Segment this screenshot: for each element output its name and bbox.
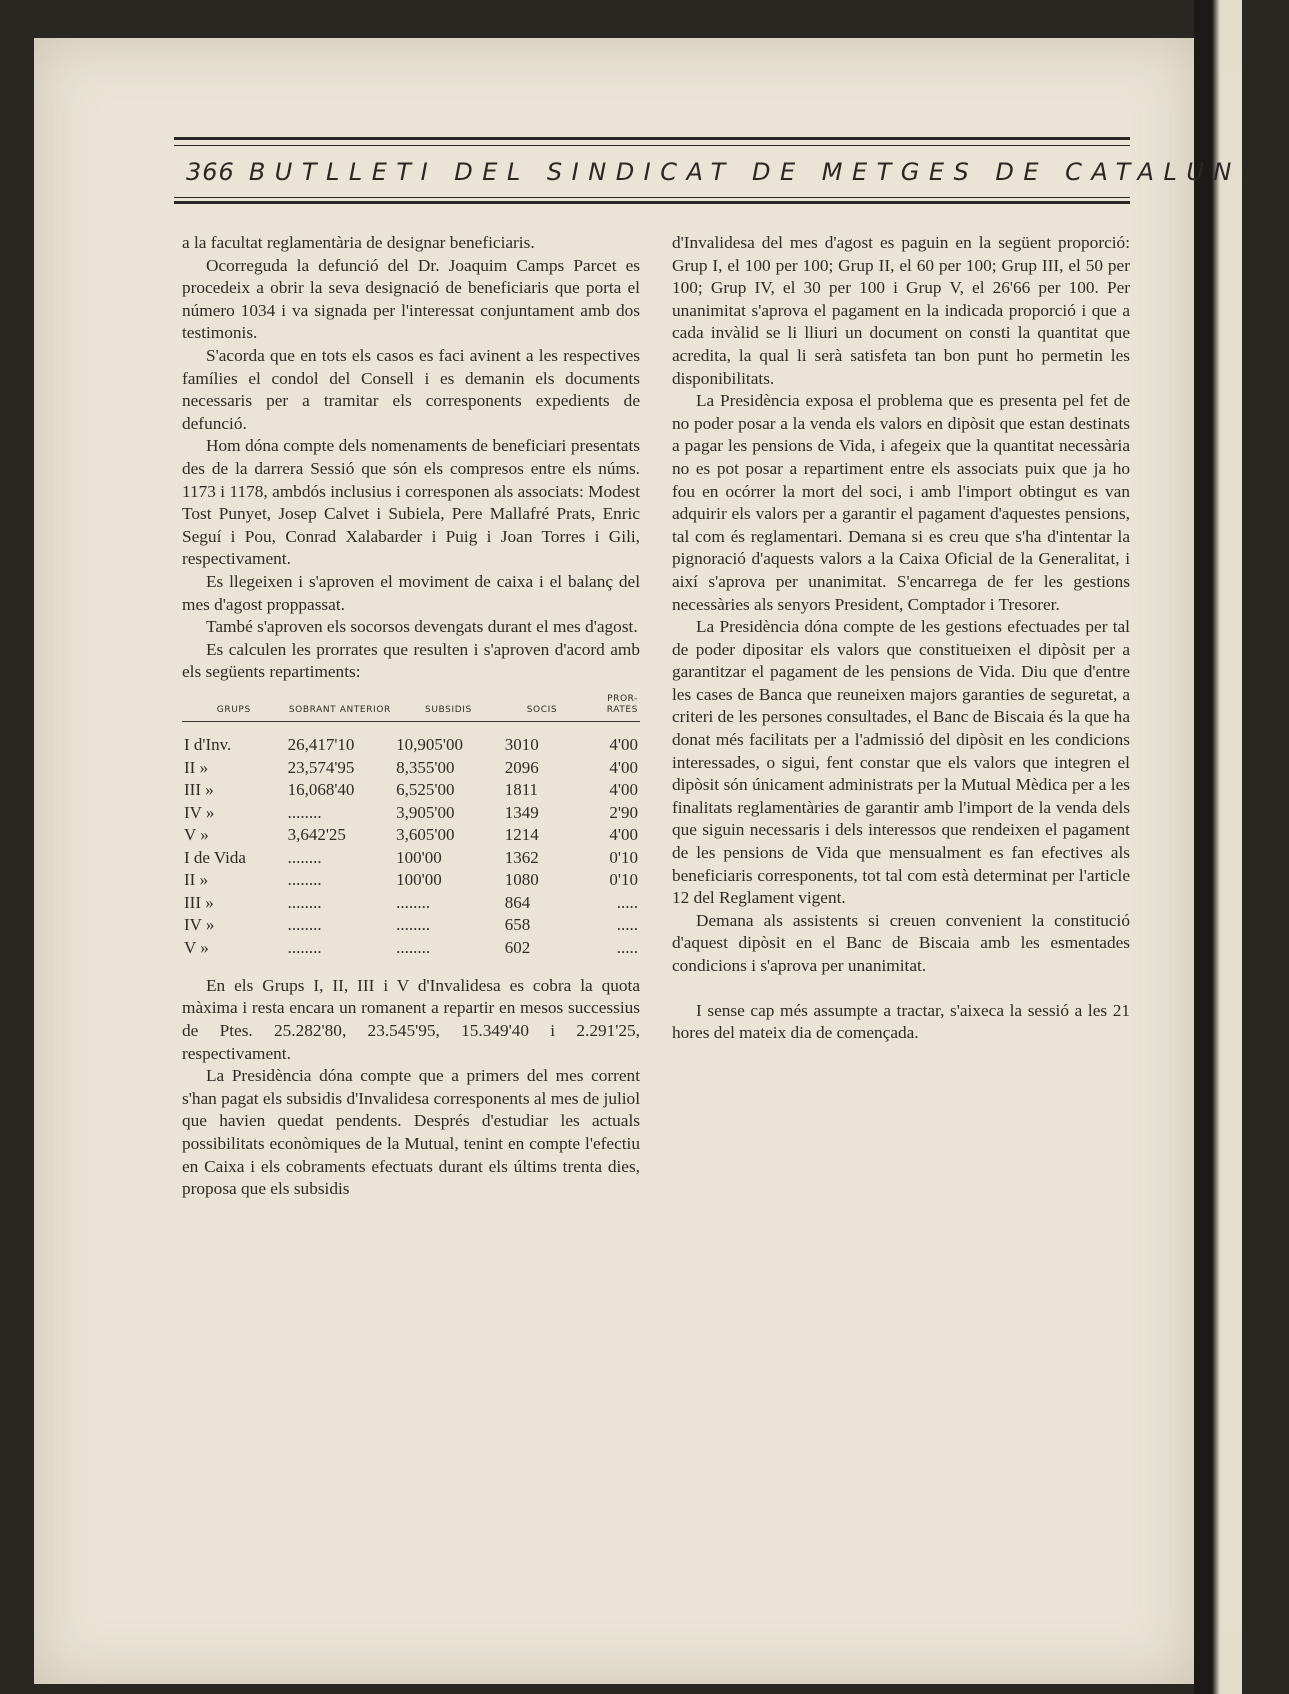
table-header-row bbox=[182, 694, 640, 722]
cell-socis: 2096 bbox=[504, 757, 539, 777]
paragraph: a la facultat reglamentària de designar beneficiaris. bbox=[182, 233, 535, 252]
header-rule-top-thin bbox=[174, 145, 1130, 146]
paragraph: I sense cap més assumpte a tractar, s'aixeca la sessió a les 21 hores del mateix dia de començada. bbox=[672, 1000, 1130, 1043]
header-rule-bottom-thin bbox=[174, 197, 1130, 198]
cell-socis: 1349 bbox=[504, 802, 539, 822]
cell-subsidis: 3,905'00 bbox=[396, 802, 455, 822]
table-row bbox=[182, 824, 640, 847]
cell-subsidis: ........ bbox=[396, 915, 431, 935]
cell-sobrant: 26,417'10 bbox=[287, 735, 355, 755]
col-header-grups: GRUPS bbox=[182, 694, 286, 722]
cell-socis: 658 bbox=[504, 915, 531, 935]
cell-prorrates: ..... bbox=[616, 915, 638, 935]
cell-grup: III » bbox=[184, 780, 214, 800]
cell-prorrates: 4'00 bbox=[609, 780, 638, 800]
prorrates-table bbox=[182, 694, 640, 959]
paragraph: La Presidència exposa el problema que es presenta pel fet de no poder posar a la venda els valors en dipòsit que estan destinats a pagar les pensions de Vida, i afegeix que la quantitat necessària no es pot posar a repartiment entre els associats puix que ja ho fou en ocórrer la mort del soci, i amb l'import obtingut es van adquirir els valors per a garantir el pagament d'aquestes pensions, tal com és reglamentari. Demana si es creu que s'ha d'intentar la pignoració d'aquests valors a la Caixa Oficial de la Generalitat, i així s'aprova per unanimitat. S'encarrega de fer les gestions necessàries als senyors President, Comptador i Tresorer. bbox=[672, 391, 1130, 614]
table-body bbox=[182, 721, 640, 959]
cell-grup: II » bbox=[184, 757, 209, 777]
cell-grup: IV » bbox=[184, 802, 215, 822]
page-number: 366 bbox=[186, 158, 235, 186]
cell-prorrates: 4'00 bbox=[609, 757, 638, 777]
facing-page-edge bbox=[1194, 0, 1242, 1694]
cell-grup: I d'Inv. bbox=[184, 735, 232, 755]
cell-subsidis: 8,355'00 bbox=[396, 757, 455, 777]
cell-prorrates: 2'90 bbox=[609, 802, 638, 822]
table-row bbox=[182, 846, 640, 869]
cell-prorrates: 0'10 bbox=[609, 870, 638, 890]
table-row bbox=[182, 756, 640, 779]
cell-grup: II » bbox=[184, 870, 209, 890]
table-row bbox=[182, 914, 640, 937]
cell-prorrates: ..... bbox=[616, 892, 638, 912]
cell-socis: 1811 bbox=[504, 780, 539, 800]
cell-grup: V » bbox=[184, 825, 209, 845]
cell-sobrant: 16,068'40 bbox=[287, 780, 355, 800]
cell-grup: III » bbox=[184, 892, 214, 912]
cell-sobrant: ........ bbox=[287, 892, 322, 912]
cell-subsidis: 100'00 bbox=[396, 870, 442, 890]
table-row bbox=[182, 721, 640, 756]
cell-grup: I de Vida bbox=[184, 847, 246, 867]
table-row bbox=[182, 801, 640, 824]
paragraph: Ocorreguda la defunció del Dr. Joaquim Camps Parcet es procedeix a obrir la seva designació de beneficiaris que porta el número 1034 i va signada per l'interessat conjuntament amb dos testimonis. bbox=[182, 255, 640, 343]
cell-sobrant: 3,642'25 bbox=[287, 825, 346, 845]
cell-sobrant: ........ bbox=[287, 870, 322, 890]
header-rule-bottom-thick bbox=[174, 201, 1130, 204]
paragraph: També s'aproven els socorsos devengats durant el mes d'agost. bbox=[206, 617, 638, 637]
scan-background-top bbox=[0, 0, 1242, 38]
cell-sobrant: ........ bbox=[287, 915, 322, 935]
paragraph: Demana als assistents si creuen convenient la constitució d'aquest dipòsit en el Banc de Biscaia amb les esmentades condicions i s'aprova per unanimitat. bbox=[672, 910, 1130, 975]
cell-socis: 864 bbox=[504, 892, 531, 912]
cell-prorrates: 0'10 bbox=[609, 847, 638, 867]
paragraph: La Presidència dóna compte que a primers del mes corrent s'han pagat els subsidis d'Invalidesa corresponents al mes de juliol que havien quedat pendents. Després d'estudiar les actuals possibilitats econòmiques de la Mutual, tenint en compte l'efectiu en Caixa i els cobraments efectuats durant els últims trenta dies, proposa que els subsidis bbox=[182, 1066, 640, 1199]
cell-subsidis: 10,905'00 bbox=[396, 735, 463, 755]
cell-sobrant: 23,574'95 bbox=[287, 757, 355, 777]
cell-socis: 1362 bbox=[504, 847, 539, 867]
paragraph: Es calculen les prorrates que resulten i s'aproven d'acord amb els següents repartiments: bbox=[182, 639, 640, 682]
header-rule-top-thick bbox=[174, 137, 1130, 140]
journal-title: BUTLLETI DEL SINDICAT DE METGES DE CATALUNYA bbox=[248, 158, 1289, 186]
facing-page-strip bbox=[1220, 70, 1242, 1630]
table-row bbox=[182, 779, 640, 802]
cell-subsidis: 100'00 bbox=[396, 847, 442, 867]
col-header-prorrates: PROR-RATES bbox=[581, 694, 640, 722]
paragraph: La Presidència dóna compte de les gestions efectuades per tal de poder dipositar els valors que constitueixen el dipòsit per a garantitzar el pagament de les pensions de Vida. Diu que d'entre les cases de Banca que reuneixen majors garanties de seguretat, a criteri de les persones consultades, el Banc de Biscaia és la que ha donat més facilitats per a l'admissió del dipòsit en les condicions interessades, o sigui, fent constar que els valors que integren el dipòsit són únicament administrats per la Mutual Mèdica per a les finalitats reglamentàries de garantir amb l'import de la venda dels que siguin necessaris i dels interessos que rendeixen el pagament de les pensions de Vida que mensualment es fan efectives als beneficiaris corresponents, tot tal com està determinat per l'article 12 del Reglament vigent. bbox=[672, 617, 1130, 908]
cell-sobrant: ........ bbox=[287, 802, 322, 822]
cell-subsidis: ........ bbox=[396, 892, 431, 912]
paragraph: d'Invalidesa del mes d'agost es paguin en la següent proporció: Grup I, el 100 per 100; Grup II, el 60 per 100; Grup III, el 50 per 100; Grup IV, el 30 per 100 i Grup V, el 26'66 per 100. Per unanimitat s'aprova el pagament en la indicada proporció i que a cada invàlid se li lliuri un document on consti la quantitat que acredita, la qual li serà satisfeta tan bon punt ho permetin les disponibilitats. bbox=[672, 233, 1130, 388]
table-row bbox=[182, 936, 640, 959]
cell-prorrates: 4'00 bbox=[609, 735, 638, 755]
table-row bbox=[182, 869, 640, 892]
cell-socis: 1080 bbox=[504, 870, 539, 890]
cell-prorrates: 4'00 bbox=[609, 825, 638, 845]
cell-subsidis: ........ bbox=[396, 937, 431, 957]
paragraph: Es llegeixen i s'aproven el moviment de caixa i el balanç del mes d'agost proppassat. bbox=[182, 571, 640, 614]
cell-sobrant: ........ bbox=[287, 937, 322, 957]
cell-prorrates: ..... bbox=[616, 937, 638, 957]
col-header-subsidis: SUBSIDIS bbox=[394, 694, 503, 722]
cell-socis: 602 bbox=[504, 937, 531, 957]
running-header bbox=[186, 158, 1289, 194]
cell-subsidis: 3,605'00 bbox=[396, 825, 455, 845]
cell-grup: V » bbox=[184, 937, 209, 957]
paragraph: Hom dóna compte dels nomenaments de beneficiari presentats des de la darrera Sessió que són els compresos entre els núms. 1173 i 1178, ambdós inclusius i corresponen als associats: Modest Tost Punyet, Josep Calvet i Subiela, Pere Mallafré Prats, Enric Seguí i Pou, Conrad Xalabarder i Puig i Joan Torres i Gili, respectivament. bbox=[182, 436, 640, 569]
cell-socis: 1214 bbox=[504, 825, 539, 845]
table-row bbox=[182, 891, 640, 914]
left-column bbox=[182, 232, 640, 1201]
cell-sobrant: ........ bbox=[287, 847, 322, 867]
cell-subsidis: 6,525'00 bbox=[396, 780, 455, 800]
col-header-socis: SOCIS bbox=[503, 694, 582, 722]
cell-grup: IV » bbox=[184, 915, 215, 935]
cell-socis: 3010 bbox=[504, 735, 539, 755]
col-header-sobrant: SOBRANT ANTERIOR bbox=[286, 694, 395, 722]
paragraph: S'acorda que en tots els casos es faci avinent a les respectives famílies el condol del Consell i es demanin els documents necessaris per a tramitar els corresponents expedients de defunció. bbox=[182, 345, 640, 433]
right-column bbox=[672, 232, 1130, 1045]
paragraph: En els Grups I, II, III i V d'Invalidesa es cobra la quota màxima i resta encara un romanent a repartir en mesos successius de Ptes. 25.282'80, 23.545'95, 15.349'40 i 2.291'25, respectivament. bbox=[182, 975, 640, 1063]
